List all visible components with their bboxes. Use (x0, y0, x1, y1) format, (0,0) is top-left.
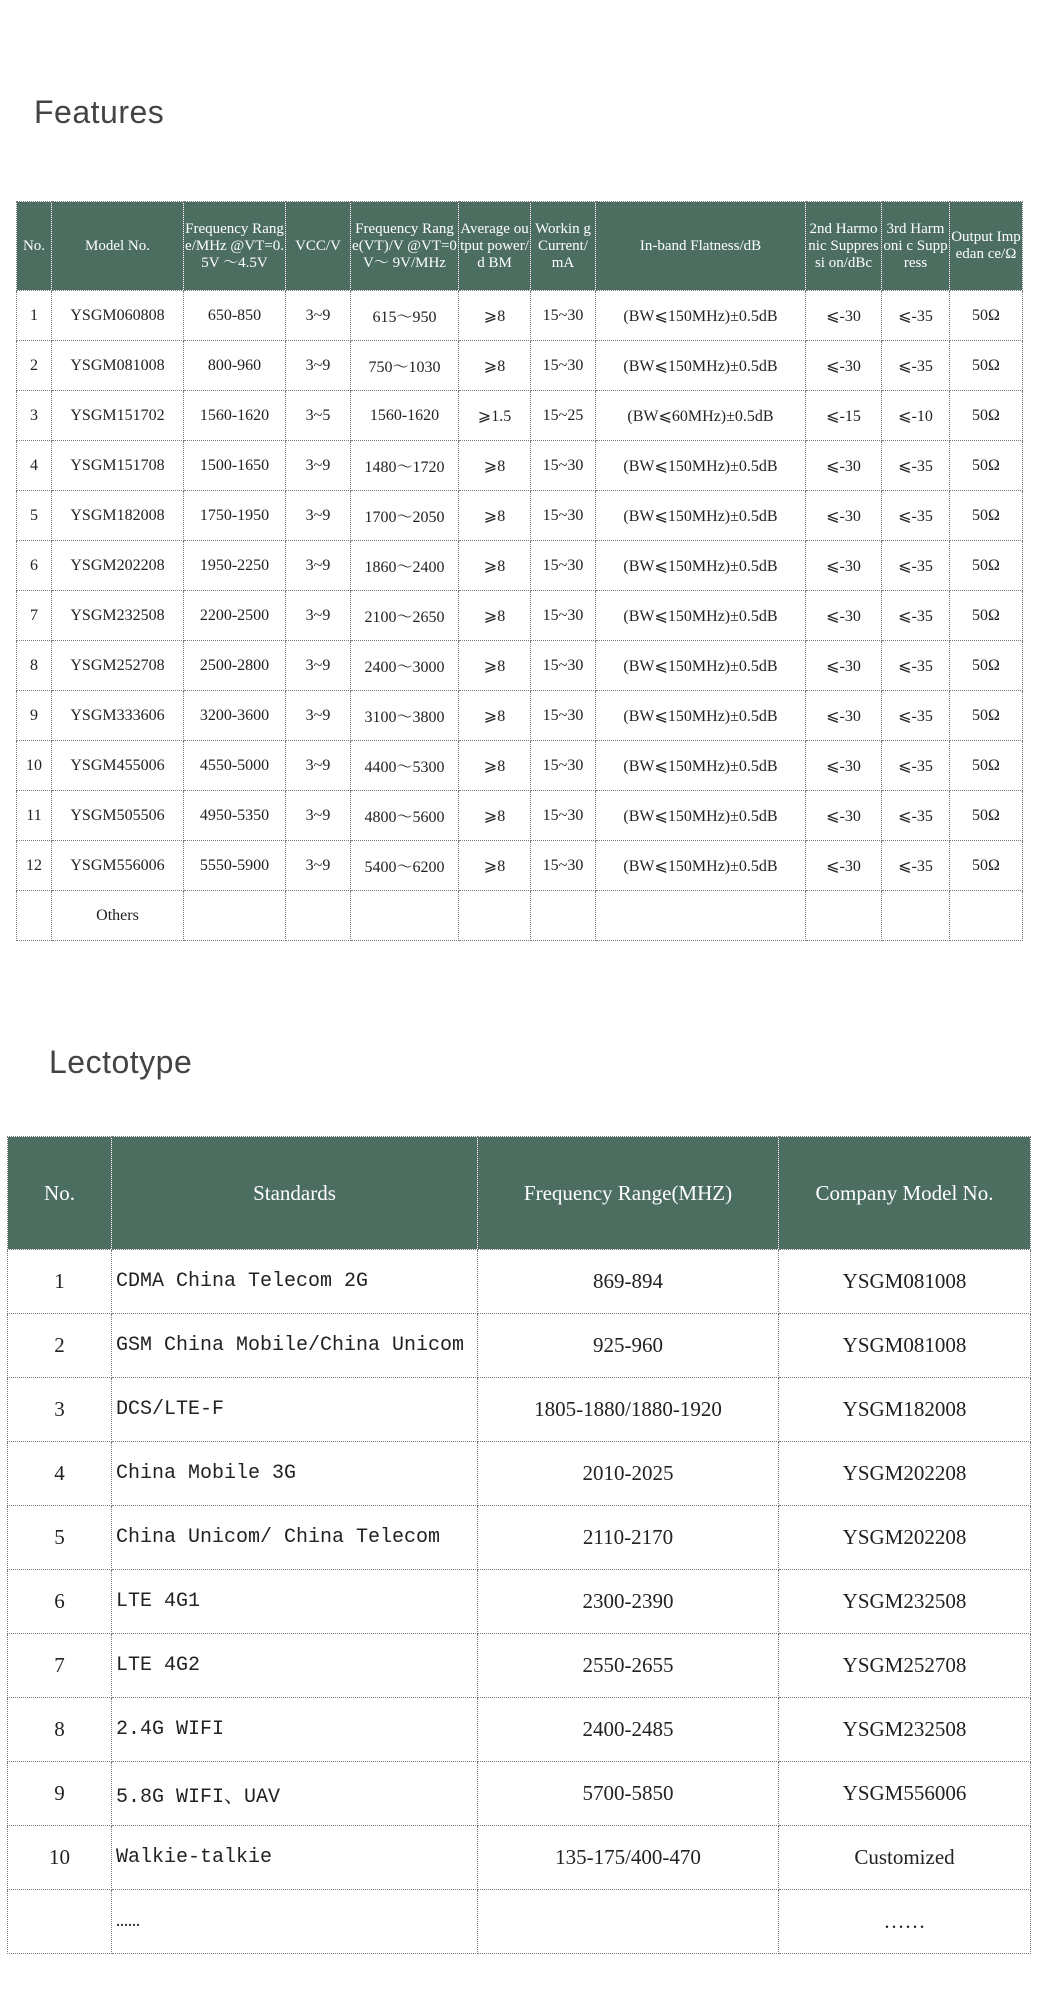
table-cell: 1860～2400 (351, 541, 459, 591)
table-cell: YSGM232508 (779, 1570, 1031, 1634)
table-cell: ⩽-30 (806, 841, 882, 891)
table-cell: ⩽-30 (806, 591, 882, 641)
table-row (8, 1314, 1031, 1378)
table-cell: ⩽-35 (882, 791, 950, 841)
table-row (8, 1442, 1031, 1506)
table-cell: YSGM081008 (779, 1250, 1031, 1314)
header-cell: No. (17, 202, 52, 291)
header-cell: Workin g Current/ mA (531, 202, 596, 291)
table-cell (351, 891, 459, 941)
table-cell: 2010-2025 (478, 1442, 779, 1506)
table-cell: (BW⩽150MHz)±0.5dB (596, 491, 806, 541)
table-cell (596, 891, 806, 941)
table-cell: 1700～2050 (351, 491, 459, 541)
table-cell: 4950-5350 (184, 791, 286, 841)
table-cell: 3~9 (286, 591, 351, 641)
table-cell: 2300-2390 (478, 1570, 779, 1634)
table-cell: YSGM455006 (52, 741, 184, 791)
table-cell: 4 (8, 1442, 112, 1506)
table-row (17, 441, 1023, 491)
table-cell: 1500-1650 (184, 441, 286, 491)
table-cell: 15~25 (531, 391, 596, 441)
table-cell: China Unicom/ China Telecom (112, 1506, 478, 1570)
table-cell: Others (52, 891, 184, 941)
table-cell: 10 (8, 1826, 112, 1890)
table-cell: 4550-5000 (184, 741, 286, 791)
table-cell: 6 (8, 1570, 112, 1634)
table-cell: 2550-2655 (478, 1634, 779, 1698)
header-cell: Frequency Range(MHZ) (478, 1137, 779, 1250)
table-cell: Customized (779, 1826, 1031, 1890)
table-cell: 3100～3800 (351, 691, 459, 741)
table-cell: 3~9 (286, 441, 351, 491)
table-cell: GSM China Mobile/China Unicom (112, 1314, 478, 1378)
table-cell: 6 (17, 541, 52, 591)
table-cell: 925-960 (478, 1314, 779, 1378)
table-cell: 4 (17, 441, 52, 491)
table-cell: 10 (17, 741, 52, 791)
table-cell: 2200-2500 (184, 591, 286, 641)
table-row (17, 291, 1023, 341)
table-cell (806, 891, 882, 941)
features-header-row (17, 202, 1023, 291)
header-cell: Standards (112, 1137, 478, 1250)
table-cell: YSGM081008 (779, 1314, 1031, 1378)
table-row (17, 391, 1023, 441)
table-cell: 50Ω (950, 541, 1023, 591)
table-row (17, 691, 1023, 741)
header-cell: VCC/V (286, 202, 351, 291)
table-cell: YSGM232508 (52, 591, 184, 641)
table-cell (459, 891, 531, 941)
table-cell: LTE 4G1 (112, 1570, 478, 1634)
table-cell: (BW⩽150MHz)±0.5dB (596, 291, 806, 341)
table-cell: 2 (8, 1314, 112, 1378)
table-cell: 3 (8, 1378, 112, 1442)
table-cell: 3200-3600 (184, 691, 286, 741)
table-cell: ⩽-30 (806, 741, 882, 791)
table-cell: ⩽-30 (806, 291, 882, 341)
table-cell: 135-175/400-470 (478, 1826, 779, 1890)
header-cell: Frequency Range(VT)/V @VT=0V～ 9V/MHz (351, 202, 459, 291)
table-cell: ⩽-35 (882, 841, 950, 891)
table-cell: 50Ω (950, 741, 1023, 791)
table-cell: (BW⩽150MHz)±0.5dB (596, 641, 806, 691)
table-row (8, 1762, 1031, 1826)
table-row (17, 591, 1023, 641)
table-cell: ⩽-35 (882, 741, 950, 791)
table-cell: ⩽-30 (806, 641, 882, 691)
table-cell (8, 1890, 112, 1954)
table-cell: (BW⩽150MHz)±0.5dB (596, 591, 806, 641)
table-cell: 4800～5600 (351, 791, 459, 841)
table-cell: 2400～3000 (351, 641, 459, 691)
table-cell: 1750-1950 (184, 491, 286, 541)
table-cell: ⩽-35 (882, 591, 950, 641)
table-row (17, 891, 1023, 941)
table-cell: 15~30 (531, 641, 596, 691)
table-cell (950, 891, 1023, 941)
table-cell: 1 (8, 1250, 112, 1314)
table-cell: 15~30 (531, 291, 596, 341)
table-cell: (BW⩽150MHz)±0.5dB (596, 691, 806, 741)
header-cell: Company Model No. (779, 1137, 1031, 1250)
header-cell: Model No. (52, 202, 184, 291)
table-cell: 9 (17, 691, 52, 741)
table-cell: ⩽-15 (806, 391, 882, 441)
table-cell: 5 (17, 491, 52, 541)
table-cell: 15~30 (531, 341, 596, 391)
table-row (17, 641, 1023, 691)
table-cell: (BW⩽150MHz)±0.5dB (596, 541, 806, 591)
table-cell: 5 (8, 1506, 112, 1570)
table-cell: 15~30 (531, 791, 596, 841)
table-cell: 3~5 (286, 391, 351, 441)
table-cell: ⩾8 (459, 341, 531, 391)
table-cell: 15~30 (531, 691, 596, 741)
table-cell: 5.8G WIFI、UAV (112, 1762, 478, 1826)
table-cell: 50Ω (950, 291, 1023, 341)
table-cell: 15~30 (531, 541, 596, 591)
features-title: Features (34, 94, 165, 130)
table-cell: YSGM081008 (52, 341, 184, 391)
table-cell (478, 1890, 779, 1954)
lectotype-table (7, 1136, 1031, 1954)
table-cell: 2100～2650 (351, 591, 459, 641)
table-cell: ⩽-10 (882, 391, 950, 441)
table-row (17, 741, 1023, 791)
table-cell: 11 (17, 791, 52, 841)
table-row (17, 541, 1023, 591)
header-cell: Output Impedan ce/Ω (950, 202, 1023, 291)
table-cell (184, 891, 286, 941)
header-cell: Frequency Range/MHz @VT=0.5V ～4.5V (184, 202, 286, 291)
table-cell: ⩽-35 (882, 541, 950, 591)
table-cell: 1480～1720 (351, 441, 459, 491)
table-cell: 5550-5900 (184, 841, 286, 891)
table-cell: YSGM556006 (52, 841, 184, 891)
table-cell: ⩾8 (459, 691, 531, 741)
table-cell: ⩽-30 (806, 441, 882, 491)
table-cell: YSGM182008 (779, 1378, 1031, 1442)
table-cell: 4400～5300 (351, 741, 459, 791)
table-cell: ⩾8 (459, 841, 531, 891)
header-cell: 3rd Harmoni c Suppress (882, 202, 950, 291)
lectotype-header-row (8, 1137, 1031, 1250)
table-cell: 3 (17, 391, 52, 441)
table-row (8, 1634, 1031, 1698)
table-cell: 15~30 (531, 441, 596, 491)
table-cell: YSGM232508 (779, 1698, 1031, 1762)
table-cell: 3~9 (286, 691, 351, 741)
table-cell: (BW⩽150MHz)±0.5dB (596, 741, 806, 791)
table-cell: YSGM060808 (52, 291, 184, 341)
lectotype-title: Lectotype (49, 1044, 193, 1080)
table-row (8, 1698, 1031, 1762)
table-cell: YSGM182008 (52, 491, 184, 541)
table-cell: 869-894 (478, 1250, 779, 1314)
features-table (16, 201, 1023, 941)
table-cell: 2500-2800 (184, 641, 286, 691)
table-cell: 9 (8, 1762, 112, 1826)
table-cell: 800-960 (184, 341, 286, 391)
table-cell: ⩽-35 (882, 491, 950, 541)
table-cell: ⩽-30 (806, 491, 882, 541)
table-cell: YSGM202208 (779, 1506, 1031, 1570)
table-cell: 50Ω (950, 491, 1023, 541)
table-cell: ⩾8 (459, 591, 531, 641)
header-cell: In-band Flatness/dB (596, 202, 806, 291)
table-cell (531, 891, 596, 941)
table-cell (17, 891, 52, 941)
table-row (17, 491, 1023, 541)
table-cell: 12 (17, 841, 52, 891)
table-cell: ⩽-30 (806, 541, 882, 591)
table-cell: LTE 4G2 (112, 1634, 478, 1698)
table-cell: 50Ω (950, 441, 1023, 491)
table-cell: 7 (8, 1634, 112, 1698)
table-cell: YSGM151702 (52, 391, 184, 441)
table-cell: (BW⩽150MHz)±0.5dB (596, 841, 806, 891)
table-cell: ⩽-35 (882, 441, 950, 491)
table-cell: ⩾8 (459, 291, 531, 341)
table-cell: ⩾8 (459, 441, 531, 491)
table-cell: 50Ω (950, 591, 1023, 641)
table-cell: 50Ω (950, 391, 1023, 441)
table-cell: (BW⩽60MHz)±0.5dB (596, 391, 806, 441)
table-cell: 2400-2485 (478, 1698, 779, 1762)
table-cell: YSGM505506 (52, 791, 184, 841)
table-cell: 15~30 (531, 591, 596, 641)
table-row (17, 341, 1023, 391)
table-cell: 5700-5850 (478, 1762, 779, 1826)
table-cell: DCS/LTE-F (112, 1378, 478, 1442)
table-row (8, 1506, 1031, 1570)
table-cell: 615～950 (351, 291, 459, 341)
table-row (8, 1378, 1031, 1442)
table-cell: ⩽-30 (806, 341, 882, 391)
table-cell: ⩾8 (459, 491, 531, 541)
table-cell: 1560-1620 (351, 391, 459, 441)
table-cell: ⩾8 (459, 641, 531, 691)
table-cell: YSGM151708 (52, 441, 184, 491)
table-cell: ⩾1.5 (459, 391, 531, 441)
table-cell (286, 891, 351, 941)
table-cell: Walkie-talkie (112, 1826, 478, 1890)
table-cell: 3~9 (286, 541, 351, 591)
table-cell: (BW⩽150MHz)±0.5dB (596, 341, 806, 391)
table-cell: YSGM333606 (52, 691, 184, 741)
table-cell: 750～1030 (351, 341, 459, 391)
table-cell: YSGM556006 (779, 1762, 1031, 1826)
table-cell: YSGM252708 (52, 641, 184, 691)
table-cell: (BW⩽150MHz)±0.5dB (596, 791, 806, 841)
table-cell: ⩾8 (459, 541, 531, 591)
table-row (17, 841, 1023, 891)
table-cell: ⩽-35 (882, 641, 950, 691)
table-cell: ⩽-30 (806, 691, 882, 741)
table-cell: ⩽-35 (882, 341, 950, 391)
table-cell: 2110-2170 (478, 1506, 779, 1570)
table-cell: China Mobile 3G (112, 1442, 478, 1506)
table-cell: YSGM202208 (52, 541, 184, 591)
table-row (8, 1250, 1031, 1314)
table-cell: 50Ω (950, 791, 1023, 841)
table-cell: 50Ω (950, 691, 1023, 741)
table-cell: 1805-1880/1880-1920 (478, 1378, 779, 1442)
table-cell: 8 (17, 641, 52, 691)
table-cell: CDMA China Telecom 2G (112, 1250, 478, 1314)
table-cell: …… (779, 1890, 1031, 1954)
table-cell: ⩾8 (459, 791, 531, 841)
header-cell: Average output power/d BM (459, 202, 531, 291)
table-cell: 1 (17, 291, 52, 341)
table-cell: 8 (8, 1698, 112, 1762)
table-cell: 3~9 (286, 291, 351, 341)
table-cell: 50Ω (950, 841, 1023, 891)
table-cell: YSGM202208 (779, 1442, 1031, 1506)
table-cell: 3~9 (286, 491, 351, 541)
table-cell: (BW⩽150MHz)±0.5dB (596, 441, 806, 491)
table-cell: 2 (17, 341, 52, 391)
table-cell: 3~9 (286, 841, 351, 891)
header-cell: No. (8, 1137, 112, 1250)
table-row (8, 1570, 1031, 1634)
table-row (8, 1826, 1031, 1890)
table-cell: 3~9 (286, 341, 351, 391)
table-cell: …… (112, 1890, 478, 1954)
table-cell: 1560-1620 (184, 391, 286, 441)
table-cell: 7 (17, 591, 52, 641)
table-cell (882, 891, 950, 941)
table-cell: 1950-2250 (184, 541, 286, 591)
table-cell: 3~9 (286, 641, 351, 691)
table-cell: 5400～6200 (351, 841, 459, 891)
table-cell: ⩾8 (459, 741, 531, 791)
table-cell: 2.4G WIFI (112, 1698, 478, 1762)
table-row (8, 1890, 1031, 1954)
table-cell: 15~30 (531, 491, 596, 541)
table-cell: ⩽-30 (806, 791, 882, 841)
table-cell: YSGM252708 (779, 1634, 1031, 1698)
table-cell: 15~30 (531, 841, 596, 891)
header-cell: 2nd Harmonic Suppressi on/dBc (806, 202, 882, 291)
table-cell: 50Ω (950, 641, 1023, 691)
table-cell: 3~9 (286, 741, 351, 791)
table-cell: 50Ω (950, 341, 1023, 391)
table-cell: 15~30 (531, 741, 596, 791)
table-row (17, 791, 1023, 841)
table-cell: 3~9 (286, 791, 351, 841)
table-cell: ⩽-35 (882, 291, 950, 341)
table-cell: ⩽-35 (882, 691, 950, 741)
table-cell: 650-850 (184, 291, 286, 341)
